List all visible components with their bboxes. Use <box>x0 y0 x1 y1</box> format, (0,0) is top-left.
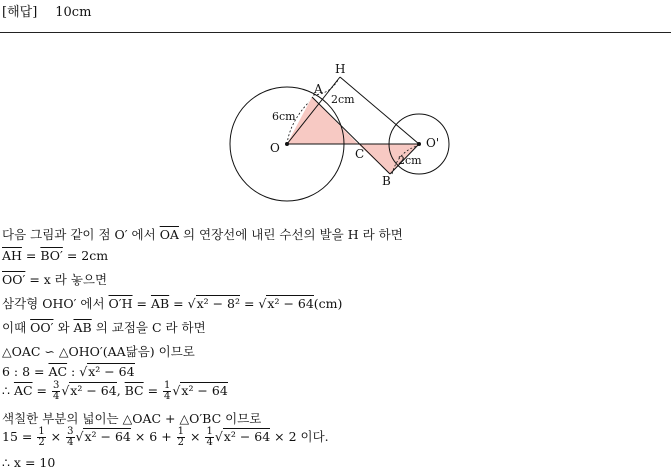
fraction: $\frac{3}{4}$ <box>52 380 60 402</box>
fraction: $\frac{3}{4}$ <box>67 426 74 448</box>
solution-line-8: ∴ $\overline{AC}$ = $\frac{3}{4}$ √x² − 64, $\overline{BC}$ = $\frac{1}{4}$ √x² − 64 <box>2 380 228 402</box>
answer-label: [해답] <box>2 5 38 20</box>
solution-line-9: 색칠한 부분의 넓이는 △OAC + △O′BC 이므로 <box>2 411 262 426</box>
solution-line-10: 15 = $\frac{1}{2}$ × $\frac{3}{4}$ √x² − 64 × 6 + $\frac{1}{2}$ × $\frac{1}{4}$ √x² − 64 × 2 이다. <box>2 426 329 448</box>
solution-line-1: 다음 그림과 같이 점 O′ 에서 $\overline{OA}$ 의 연장선에 내린 수선의 발을 H 라 하면 <box>2 227 403 242</box>
solution-line-6: △OAC ∽ △OHO′(AA닮음) 이므로 <box>2 344 195 359</box>
measure-2cm-top: 2cm <box>331 93 355 106</box>
solution-line-3: OO′ = x 라 놓으면 <box>2 272 108 287</box>
solution-line-4: 삼각형 OHO′ 에서 $O'H = \overline{AB} = √x^2 - 8^2 = √x^2 - 64(cm)$ <box>2 296 343 311</box>
label-o-prime: O' <box>426 136 440 150</box>
solution-line-11: ∴ x = 10 <box>2 455 56 470</box>
label-h: H <box>335 62 346 76</box>
geometry-figure <box>0 0 671 230</box>
label-a: A <box>314 82 323 96</box>
answer-value: 10cm <box>55 5 92 20</box>
label-c: C <box>355 147 365 161</box>
fraction: $\frac{1}{2}$ <box>38 426 45 448</box>
solution-line-7: 6 : $8 = \overline{AC}$ : √x² − 64 <box>2 364 135 379</box>
solution-line-2: $\overline{AH} = BO' = 2cm$ <box>2 248 109 263</box>
solution-line-5: 이때 OO′ 와 $\overline{AB}$ 의 교점을 C 라 하면 <box>2 320 206 335</box>
fraction: $\frac{1}{2}$ <box>177 426 185 448</box>
point-o <box>285 142 289 146</box>
point-o-prime <box>417 142 421 146</box>
fraction: $\frac{1}{4}$ <box>164 380 171 402</box>
measure-2cm-bottom: 2cm <box>398 154 422 167</box>
segment-ho-prime <box>340 77 419 144</box>
fraction: $\frac{1}{4}$ <box>206 426 213 448</box>
label-b: B <box>382 174 391 188</box>
measure-6cm: 6cm <box>272 110 296 123</box>
label-o: O <box>270 141 280 155</box>
